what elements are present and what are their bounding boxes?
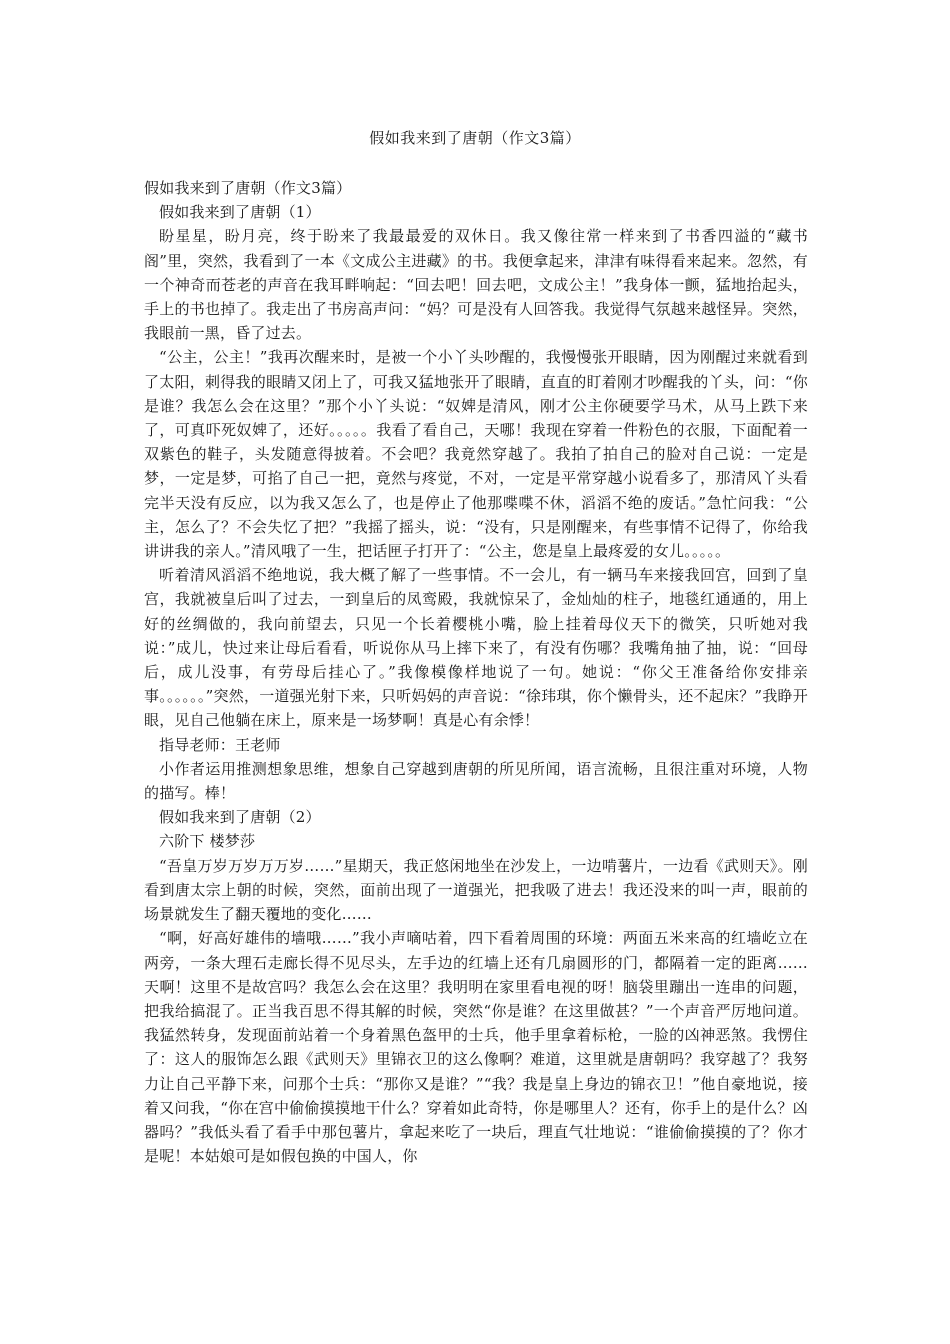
paragraph: “啊，好高好雄伟的墙哦……”我小声嘀咕着，四下看着周围的环境：两面五米来高的红墙屹立在两旁，一条大理石走廊长得不见尽头，左手边的红墙上还有几扇圆形的门，都隔着一定的距离……天啊！这里不是故宫吗？我怎么会在这里？我明明在家里看电视的呀！脑袋里蹦出一连串的问题，把我给搞混了。正当我百思不得其解的时候，突然“你是谁？在这里做甚？”一个声音严厉地问道。我猛然转身，发现面前站着一个身着黑色盔甲的士兵，他手里拿着标枪，一脸的凶神恶煞。我愣住了：这人的服饰怎么跟《武则天》里锦衣卫的这么像啊？难道，这里就是唐朝吗？我穿越了？我努力让自己平静下来，问那个士兵：“那你又是谁？”“我？我是皇上身边的锦衣卫！”他自豪地说，接着又问我，“你在宫中偷偷摸摸地干什么？穿着如此奇特，你是哪里人？还有，你手上的是什么？凶器吗？”我低头看了看手中那包薯片，拿起来吃了一块后，理直气壮地说：“谁偷偷摸摸的了？你才是呢！本姑娘可是如假包换的中国人，你 [144, 929, 808, 1166]
document-title: 假如我来到了唐朝（作文3篇） [369, 129, 581, 147]
paragraph: 假如我来到了唐朝（1） [159, 203, 321, 222]
paragraph: 假如我来到了唐朝（作文3篇） [144, 179, 352, 197]
paragraph: 假如我来到了唐朝（2） [159, 808, 321, 827]
paragraph: 小作者运用推测想象思维，想象自己穿越到唐朝的所见所闻，语言流畅，且很注重对环境，人物的描写。棒！ [144, 759, 808, 803]
paragraph: 指导老师：王老师 [159, 735, 281, 754]
document-body [144, 176, 808, 1168]
paragraph: “吾皇万岁万岁万万岁……”星期天，我正悠闲地坐在沙发上，一边啃薯片，一边看《武则天》。刚看到唐太宗上朝的时候，突然，面前出现了一道强光，把我吸了进去！我还没来的叫一声，眼前的场景就发生了翻天覆地的变化…… [144, 856, 808, 924]
paragraph: 听着清风滔滔不绝地说，我大概了解了一些事情。不一会儿，有一辆马车来接我回宫，回到了皇宫，我就被皇后叫了过去，一到皇后的凤鸾殿，我就惊呆了，金灿灿的柱子，地毯红通通的，用上好的丝绸做的，我向前望去，只见一个长着樱桃小嘴，脸上挂着母仪天下的微笑，只听她对我说：”成儿，快过来让母后看看，听说你从马上摔下来了，有没有伤哪？我嘴角抽了抽，说：“回母后，成儿没事，有劳母后挂心了。”我像模像样地说了一句。她说：“你父王准备给你安排亲事。。。。。。”突然，一道强光射下来，只听妈妈的声音说：“徐玮琪，你个懒骨头，还不起床？”我睁开眼，见自己他躺在床上，原来是一场梦啊！真是心有余悸！ [144, 566, 808, 730]
paragraph: “公主，公主！”我再次醒来时，是被一个小丫头吵醒的，我慢慢张开眼睛，因为刚醒过来就看到了太阳，刺得我的眼睛又闭上了，可我又猛地张开了眼睛，直直的盯着刚才吵醒我的丫头，问：“你是谁？我怎么会在这里？”那个小丫头说：“奴婢是清风，刚才公主你硬要学马术，从马上跌下来了，可真吓死奴婢了，还好。。。。。我看了看自己，天哪！我现在穿着一件粉色的衣服，下面配着一双紫色的鞋子，头发随意得披着。不会吧？我竟然穿越了。我拍了拍自己的脸对自己说：一定是梦，一定是梦，可掐了自己一把，竟然与疼觉，不对，一定是平常穿越小说看多了，那清风丫头看完半天没有反应，以为我又怎么了，也是停止了他那喋喋不休，滔滔不绝的废话。”急忙问我：“公主，怎么了？不会失忆了把？”我摇了摇头，说：“没有，只是刚醒来，有些事情不记得了，你给我讲讲我的亲人。”清风哦了一生，把话匣子打开了：“公主，您是皇上最疼爱的女儿。。。。。 [144, 348, 808, 561]
paragraph: 六阶下 楼梦莎 [159, 832, 256, 851]
paragraph: 盼星星，盼月亮，终于盼来了我最最爱的双休日。我又像往常一样来到了书香四溢的“藏书阁”里，突然，我看到了一本《文成公主进藏》的书。我便拿起来，津津有味得看来起来。忽然，有一个神奇而苍老的声音在我耳畔响起：“回去吧！回去吧，文成公主！”我身体一颤，猛地抬起头，手上的书也掉了。我走出了书房高声问：“妈？可是没有人回答我。我觉得气氛越来越怪异。突然，我眼前一黑，昏了过去。 [144, 227, 808, 343]
